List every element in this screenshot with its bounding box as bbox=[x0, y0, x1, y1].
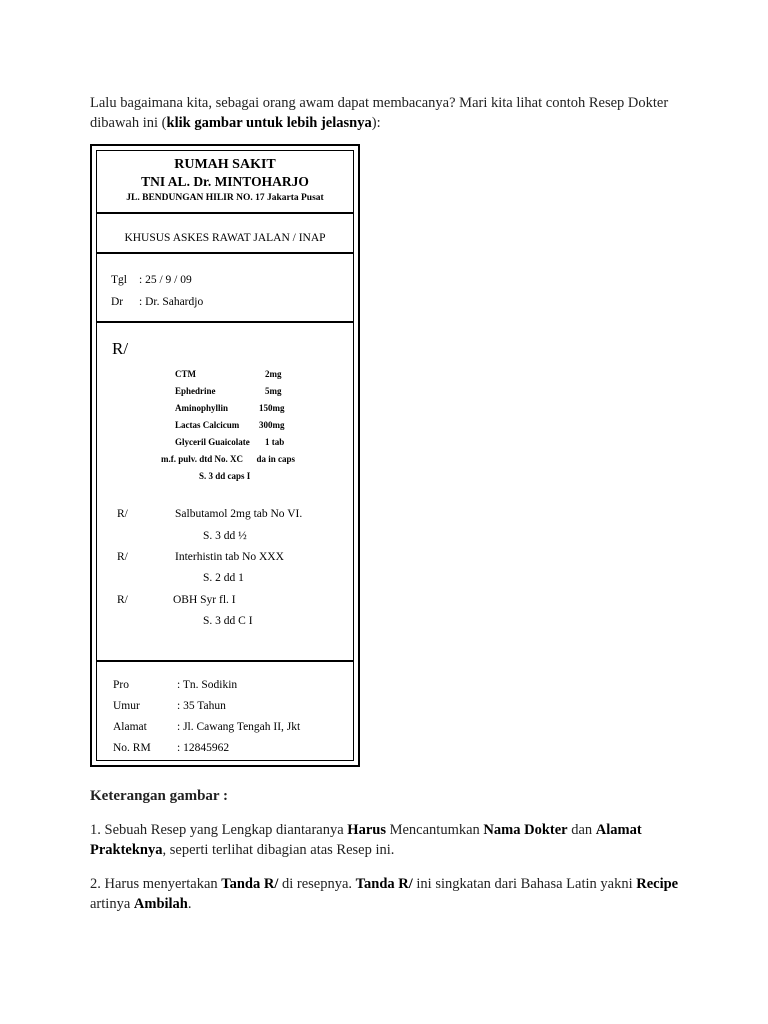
text: 2. Harus menyertakan bbox=[90, 876, 222, 892]
patient-label: Alamat bbox=[113, 721, 147, 733]
compound-signa: S. 3 dd caps I bbox=[199, 471, 251, 481]
compound-drug: Ephedrine bbox=[175, 386, 216, 396]
text: 1. Sebuah Resep yang Lengkap diantaranya bbox=[90, 822, 348, 838]
drug-name: Salbutamol 2mg tab No VI. bbox=[175, 508, 303, 520]
hospital-address: JL. BENDUNGAN HILIR NO. 17 Jakarta Pusat bbox=[126, 193, 324, 203]
text: ini singkatan dari Bahasa Latin yakni bbox=[412, 876, 637, 892]
bold-text: Harus bbox=[347, 822, 386, 838]
compound-drug: Glyceril Guaicolate bbox=[175, 437, 250, 447]
patient-label: Umur bbox=[113, 700, 140, 712]
compound-dose: 1 tab bbox=[265, 437, 285, 447]
rx-symbol: R/ bbox=[117, 594, 128, 606]
divider bbox=[97, 252, 353, 254]
patient-value: : 35 Tahun bbox=[177, 700, 226, 712]
drug-name: Interhistin tab No XXX bbox=[175, 551, 284, 563]
intro-text-end: ): bbox=[371, 115, 381, 131]
patient-value: : Tn. Sodikin bbox=[177, 679, 238, 691]
text: artinya bbox=[90, 896, 134, 912]
patient-value: : 12845962 bbox=[177, 742, 230, 754]
doctor-value: : Dr. Sahardjo bbox=[139, 296, 204, 308]
divider bbox=[97, 321, 353, 323]
bold-text: Tanda R/ bbox=[221, 876, 279, 892]
rx-symbol: R/ bbox=[117, 508, 128, 520]
patient-value: : Jl. Cawang Tengah II, Jkt bbox=[177, 721, 301, 733]
compound-instruction: m.f. pulv. dtd No. XC da in caps bbox=[161, 454, 296, 464]
prescription-image[interactable] bbox=[90, 144, 360, 767]
prescription-frame bbox=[96, 150, 354, 761]
patient-label: No. RM bbox=[113, 742, 151, 754]
text: Mencantumkan bbox=[385, 822, 484, 838]
explanation-paragraph-2 bbox=[90, 874, 690, 914]
intro-text: Lalu bagaimana kita, sebagai orang awam dapat membacanya? Mari kita lihat contoh Resep Dokter dibawah ini ( bbox=[90, 95, 669, 131]
text: . bbox=[187, 896, 192, 912]
hospital-subtitle: TNI AL. Dr. MINTOHARJO bbox=[141, 174, 309, 189]
compound-dose: 5mg bbox=[265, 386, 282, 396]
compound-drug: Aminophyllin bbox=[175, 403, 229, 413]
divider bbox=[97, 212, 353, 214]
drug-signa: S. 3 dd ½ bbox=[203, 530, 247, 542]
explanation-paragraph-1 bbox=[90, 820, 690, 860]
bold-text: Nama Dokter bbox=[483, 822, 568, 838]
rx-symbol: R/ bbox=[112, 339, 129, 358]
intro-paragraph bbox=[90, 93, 670, 133]
compound-dose: 300mg bbox=[259, 420, 285, 430]
drug-signa: S. 3 dd C I bbox=[203, 615, 253, 627]
compound-drug: CTM bbox=[175, 369, 196, 379]
bold-text: Tanda R/ bbox=[355, 876, 413, 892]
caption-title: Keterangan gambar : bbox=[90, 788, 229, 804]
drug-name: OBH Syr fl. I bbox=[173, 594, 236, 606]
text: dan bbox=[567, 822, 596, 838]
text: , seperti terlihat dibagian atas Resep ini. bbox=[162, 842, 395, 858]
category-label: KHUSUS ASKES RAWAT JALAN / INAP bbox=[124, 232, 326, 244]
date-label: Tgl bbox=[111, 274, 127, 286]
bold-text: Alamat Prakteknya bbox=[90, 822, 642, 858]
intro-link-hint[interactable]: klik gambar untuk lebih jelasnya bbox=[166, 115, 372, 131]
patient-label: Pro bbox=[113, 679, 129, 691]
compound-dose: 150mg bbox=[259, 403, 285, 413]
bold-text: Recipe bbox=[636, 876, 679, 892]
divider bbox=[97, 660, 353, 662]
doctor-label: Dr bbox=[111, 296, 124, 308]
drug-signa: S. 2 dd 1 bbox=[203, 572, 244, 584]
hospital-name: RUMAH SAKIT bbox=[174, 157, 276, 172]
rx-symbol: R/ bbox=[117, 551, 128, 563]
date-value: : 25 / 9 / 09 bbox=[139, 274, 192, 286]
text: di resepnya. bbox=[278, 876, 356, 892]
bold-text: Ambilah bbox=[133, 896, 188, 912]
compound-dose: 2mg bbox=[265, 369, 282, 379]
compound-drug: Lactas Calcicum bbox=[175, 420, 240, 430]
